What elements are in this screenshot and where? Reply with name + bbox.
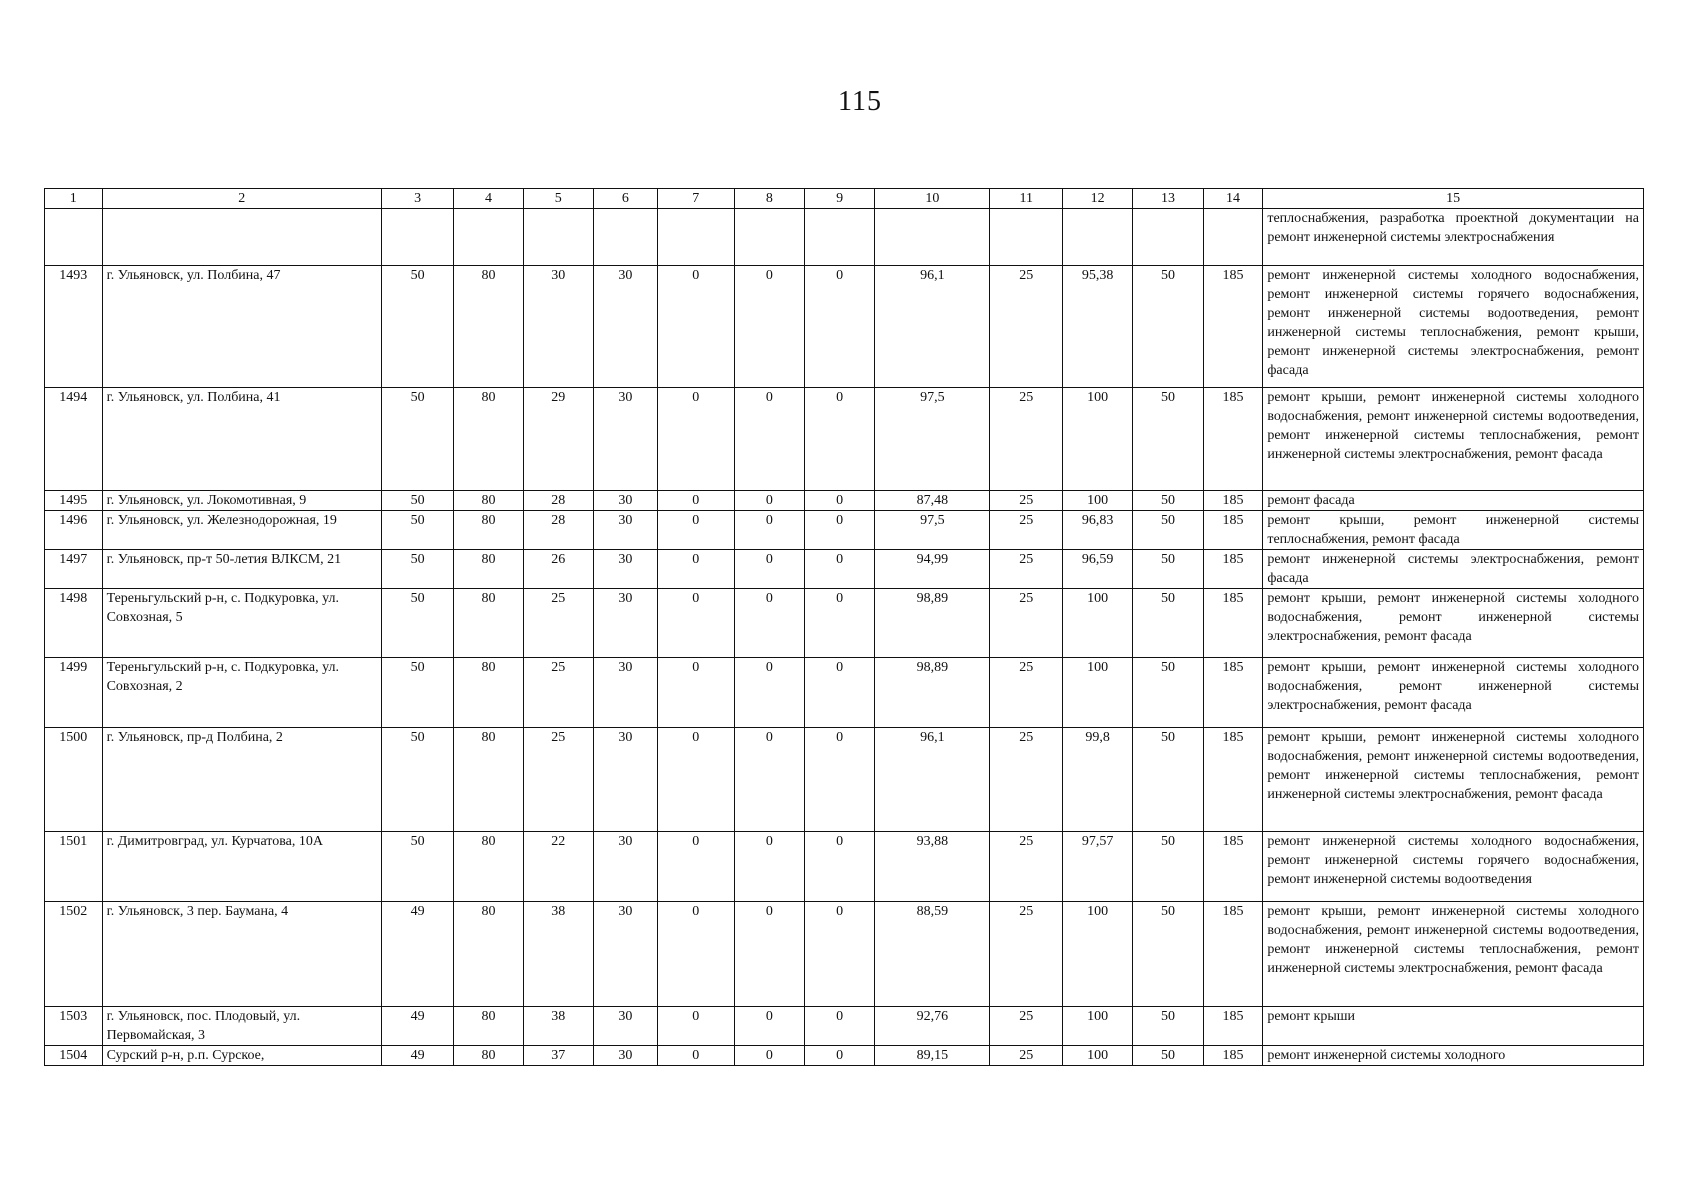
col12-cell: 99,8 (1062, 728, 1132, 832)
col10-cell: 93,88 (875, 832, 990, 902)
col9-cell: 0 (805, 832, 875, 902)
works-cell: ремонт крыши, ремонт инженерной системы холодного водоснабжения, ремонт инженерной системы водоотведения, ремонт инженерной системы теплоснабжения, ремонт инженерной системы электроснабжения, ремонт фасада (1263, 388, 1644, 491)
col10-cell: 98,89 (875, 589, 990, 658)
col13-cell: 50 (1133, 589, 1203, 658)
col5-cell: 38 (523, 902, 593, 1007)
col5-cell: 28 (523, 491, 593, 511)
col6-cell: 30 (593, 550, 657, 589)
works-cell: ремонт крыши, ремонт инженерной системы холодного водоснабжения, ремонт инженерной системы водоотведения, ремонт инженерной системы теплоснабжения, ремонт инженерной системы электроснабжения, ремонт фасада (1263, 728, 1644, 832)
column-header: 9 (805, 189, 875, 209)
col5-cell: 25 (523, 728, 593, 832)
col9-cell: 0 (805, 728, 875, 832)
col3-cell: 50 (381, 728, 453, 832)
column-header: 7 (657, 189, 734, 209)
col5-cell: 37 (523, 1046, 593, 1066)
col7-cell: 0 (657, 511, 734, 550)
col6-cell: 30 (593, 902, 657, 1007)
col5-cell (523, 209, 593, 266)
works-cell: ремонт крыши (1263, 1007, 1644, 1046)
col9-cell: 0 (805, 902, 875, 1007)
address-cell: г. Димитровград, ул. Курчатова, 10А (102, 832, 381, 902)
table-row (45, 491, 1644, 511)
address-cell: г. Ульяновск, ул. Локомотивная, 9 (102, 491, 381, 511)
row-id-cell: 1495 (45, 491, 103, 511)
works-cell: ремонт крыши, ремонт инженерной системы холодного водоснабжения, ремонт инженерной системы электроснабжения, ремонт фасада (1263, 589, 1644, 658)
col8-cell (734, 209, 804, 266)
column-header: 12 (1062, 189, 1132, 209)
header-row (45, 189, 1644, 209)
address-cell: г. Ульяновск, пос. Плодовый, ул. Первомайская, 3 (102, 1007, 381, 1046)
col5-cell: 28 (523, 511, 593, 550)
row-id-cell: 1504 (45, 1046, 103, 1066)
col12-cell (1062, 209, 1132, 266)
col5-cell: 38 (523, 1007, 593, 1046)
works-cell: ремонт крыши, ремонт инженерной системы теплоснабжения, ремонт фасада (1263, 511, 1644, 550)
row-id-cell: 1503 (45, 1007, 103, 1046)
table-row (45, 1046, 1644, 1066)
col11-cell: 25 (990, 550, 1062, 589)
col13-cell: 50 (1133, 658, 1203, 728)
row-id-cell: 1496 (45, 511, 103, 550)
table-row (45, 902, 1644, 1007)
col8-cell: 0 (734, 832, 804, 902)
table-row (45, 550, 1644, 589)
column-header: 13 (1133, 189, 1203, 209)
col6-cell: 30 (593, 658, 657, 728)
col8-cell: 0 (734, 388, 804, 491)
works-cell: ремонт фасада (1263, 491, 1644, 511)
col6-cell: 30 (593, 266, 657, 388)
col6-cell: 30 (593, 511, 657, 550)
col5-cell: 26 (523, 550, 593, 589)
col6-cell: 30 (593, 388, 657, 491)
col3-cell: 49 (381, 1007, 453, 1046)
col7-cell: 0 (657, 728, 734, 832)
col5-cell: 22 (523, 832, 593, 902)
col9-cell: 0 (805, 1007, 875, 1046)
address-cell: г. Ульяновск, пр-т 50-летия ВЛКСМ, 21 (102, 550, 381, 589)
col6-cell: 30 (593, 832, 657, 902)
row-id-cell: 1499 (45, 658, 103, 728)
col5-cell: 30 (523, 266, 593, 388)
column-header: 15 (1263, 189, 1644, 209)
col8-cell: 0 (734, 1007, 804, 1046)
row-id-cell (45, 209, 103, 266)
col9-cell: 0 (805, 1046, 875, 1066)
table-row (45, 388, 1644, 491)
col7-cell: 0 (657, 550, 734, 589)
col3-cell: 50 (381, 832, 453, 902)
column-header: 6 (593, 189, 657, 209)
col13-cell: 50 (1133, 491, 1203, 511)
col8-cell: 0 (734, 266, 804, 388)
col12-cell: 100 (1062, 388, 1132, 491)
col9-cell: 0 (805, 589, 875, 658)
col4-cell: 80 (454, 491, 523, 511)
col13-cell: 50 (1133, 1007, 1203, 1046)
col3-cell: 50 (381, 511, 453, 550)
row-id-cell: 1493 (45, 266, 103, 388)
registry-table (44, 188, 1644, 1066)
col11-cell: 25 (990, 658, 1062, 728)
col14-cell: 185 (1203, 589, 1263, 658)
col12-cell: 100 (1062, 658, 1132, 728)
col9-cell (805, 209, 875, 266)
column-header: 10 (875, 189, 990, 209)
col3-cell: 49 (381, 1046, 453, 1066)
col3-cell: 50 (381, 491, 453, 511)
col9-cell: 0 (805, 491, 875, 511)
table-row (45, 728, 1644, 832)
col6-cell: 30 (593, 1046, 657, 1066)
col11-cell: 25 (990, 1046, 1062, 1066)
col10-cell: 89,15 (875, 1046, 990, 1066)
col8-cell: 0 (734, 1046, 804, 1066)
col8-cell: 0 (734, 491, 804, 511)
col12-cell: 96,83 (1062, 511, 1132, 550)
col5-cell: 25 (523, 658, 593, 728)
address-cell: г. Ульяновск, 3 пер. Баумана, 4 (102, 902, 381, 1007)
col10-cell: 97,5 (875, 511, 990, 550)
address-cell: Тереньгульский р-н, с. Подкуровка, ул. Совхозная, 2 (102, 658, 381, 728)
col7-cell: 0 (657, 1007, 734, 1046)
address-cell: Сурский р-н, р.п. Сурское, (102, 1046, 381, 1066)
col14-cell: 185 (1203, 388, 1263, 491)
col7-cell: 0 (657, 388, 734, 491)
row-id-cell: 1494 (45, 388, 103, 491)
col11-cell: 25 (990, 266, 1062, 388)
col12-cell: 95,38 (1062, 266, 1132, 388)
col11-cell: 25 (990, 589, 1062, 658)
col9-cell: 0 (805, 550, 875, 589)
col12-cell: 100 (1062, 1007, 1132, 1046)
col13-cell: 50 (1133, 728, 1203, 832)
col7-cell (657, 209, 734, 266)
col6-cell: 30 (593, 728, 657, 832)
col13-cell: 50 (1133, 550, 1203, 589)
col4-cell: 80 (454, 589, 523, 658)
col8-cell: 0 (734, 728, 804, 832)
column-header: 8 (734, 189, 804, 209)
table-row (45, 511, 1644, 550)
row-id-cell: 1502 (45, 902, 103, 1007)
works-cell: ремонт крыши, ремонт инженерной системы холодного водоснабжения, ремонт инженерной системы электроснабжения, ремонт фасада (1263, 658, 1644, 728)
row-id-cell: 1501 (45, 832, 103, 902)
column-header: 2 (102, 189, 381, 209)
col7-cell: 0 (657, 266, 734, 388)
col10-cell: 96,1 (875, 266, 990, 388)
col9-cell: 0 (805, 658, 875, 728)
col6-cell: 30 (593, 1007, 657, 1046)
col6-cell: 30 (593, 491, 657, 511)
col5-cell: 25 (523, 589, 593, 658)
table-row (45, 658, 1644, 728)
col8-cell: 0 (734, 658, 804, 728)
col13-cell (1133, 209, 1203, 266)
col12-cell: 100 (1062, 589, 1132, 658)
col7-cell: 0 (657, 1046, 734, 1066)
col12-cell: 100 (1062, 1046, 1132, 1066)
col14-cell: 185 (1203, 266, 1263, 388)
col10-cell: 94,99 (875, 550, 990, 589)
works-cell: ремонт крыши, ремонт инженерной системы холодного водоснабжения, ремонт инженерной системы водоотведения, ремонт инженерной системы теплоснабжения, ремонт инженерной системы электроснабжения, ремонт фасада (1263, 902, 1644, 1007)
table-row (45, 589, 1644, 658)
col9-cell: 0 (805, 388, 875, 491)
col13-cell: 50 (1133, 1046, 1203, 1066)
works-cell: теплоснабжения, разработка проектной документации на ремонт инженерной системы электроснабжения (1263, 209, 1644, 266)
col4-cell: 80 (454, 902, 523, 1007)
column-header: 14 (1203, 189, 1263, 209)
col11-cell: 25 (990, 902, 1062, 1007)
col12-cell: 100 (1062, 902, 1132, 1007)
col9-cell: 0 (805, 266, 875, 388)
col6-cell: 30 (593, 589, 657, 658)
col10-cell: 92,76 (875, 1007, 990, 1046)
works-cell: ремонт инженерной системы электроснабжения, ремонт фасада (1263, 550, 1644, 589)
col3-cell: 50 (381, 658, 453, 728)
col4-cell: 80 (454, 1007, 523, 1046)
col3-cell: 50 (381, 388, 453, 491)
col4-cell: 80 (454, 1046, 523, 1066)
col10-cell: 88,59 (875, 902, 990, 1007)
col4-cell: 80 (454, 511, 523, 550)
col11-cell: 25 (990, 832, 1062, 902)
address-cell: г. Ульяновск, ул. Полбина, 47 (102, 266, 381, 388)
col4-cell: 80 (454, 550, 523, 589)
col8-cell: 0 (734, 589, 804, 658)
col7-cell: 0 (657, 658, 734, 728)
col10-cell (875, 209, 990, 266)
col14-cell: 185 (1203, 728, 1263, 832)
col3-cell: 50 (381, 266, 453, 388)
row-id-cell: 1498 (45, 589, 103, 658)
col8-cell: 0 (734, 902, 804, 1007)
col3-cell (381, 209, 453, 266)
row-id-cell: 1500 (45, 728, 103, 832)
col4-cell: 80 (454, 266, 523, 388)
address-cell: г. Ульяновск, ул. Полбина, 41 (102, 388, 381, 491)
col14-cell: 185 (1203, 491, 1263, 511)
col12-cell: 96,59 (1062, 550, 1132, 589)
col13-cell: 50 (1133, 832, 1203, 902)
col14-cell: 185 (1203, 511, 1263, 550)
col11-cell: 25 (990, 728, 1062, 832)
col6-cell (593, 209, 657, 266)
address-cell: г. Ульяновск, ул. Железнодорожная, 19 (102, 511, 381, 550)
column-header: 5 (523, 189, 593, 209)
col7-cell: 0 (657, 491, 734, 511)
col13-cell: 50 (1133, 266, 1203, 388)
col7-cell: 0 (657, 832, 734, 902)
column-header: 3 (381, 189, 453, 209)
page-number: 115 (838, 86, 882, 117)
table-row (45, 1007, 1644, 1046)
col8-cell: 0 (734, 511, 804, 550)
col14-cell (1203, 209, 1263, 266)
col4-cell (454, 209, 523, 266)
table-row (45, 832, 1644, 902)
col10-cell: 98,89 (875, 658, 990, 728)
table-row (45, 209, 1644, 266)
works-cell: ремонт инженерной системы холодного водоснабжения, ремонт инженерной системы горячего водоснабжения, ремонт инженерной системы водоотведения, ремонт инженерной системы теплоснабжения, ремонт крыши, ремонт инженерной системы электроснабжения, ремонт фасада (1263, 266, 1644, 388)
col13-cell: 50 (1133, 902, 1203, 1007)
col5-cell: 29 (523, 388, 593, 491)
address-cell (102, 209, 381, 266)
col3-cell: 50 (381, 550, 453, 589)
col10-cell: 97,5 (875, 388, 990, 491)
table-row (45, 266, 1644, 388)
col7-cell: 0 (657, 902, 734, 1007)
col4-cell: 80 (454, 728, 523, 832)
col4-cell: 80 (454, 832, 523, 902)
col7-cell: 0 (657, 589, 734, 658)
row-id-cell: 1497 (45, 550, 103, 589)
works-cell: ремонт инженерной системы холодного (1263, 1046, 1644, 1066)
col11-cell: 25 (990, 388, 1062, 491)
col14-cell: 185 (1203, 902, 1263, 1007)
address-cell: Тереньгульский р-н, с. Подкуровка, ул. Совхозная, 5 (102, 589, 381, 658)
col13-cell: 50 (1133, 511, 1203, 550)
works-cell: ремонт инженерной системы холодного водоснабжения, ремонт инженерной системы горячего водоснабжения, ремонт инженерной системы водоотведения (1263, 832, 1644, 902)
column-header: 1 (45, 189, 103, 209)
col10-cell: 96,1 (875, 728, 990, 832)
address-cell: г. Ульяновск, пр-д Полбина, 2 (102, 728, 381, 832)
col4-cell: 80 (454, 388, 523, 491)
col14-cell: 185 (1203, 550, 1263, 589)
col12-cell: 100 (1062, 491, 1132, 511)
col9-cell: 0 (805, 511, 875, 550)
col3-cell: 50 (381, 589, 453, 658)
col11-cell (990, 209, 1062, 266)
col12-cell: 97,57 (1062, 832, 1132, 902)
col14-cell: 185 (1203, 832, 1263, 902)
col11-cell: 25 (990, 511, 1062, 550)
column-header: 11 (990, 189, 1062, 209)
col14-cell: 185 (1203, 658, 1263, 728)
col13-cell: 50 (1133, 388, 1203, 491)
col8-cell: 0 (734, 550, 804, 589)
column-header: 4 (454, 189, 523, 209)
col11-cell: 25 (990, 1007, 1062, 1046)
col11-cell: 25 (990, 491, 1062, 511)
col4-cell: 80 (454, 658, 523, 728)
col14-cell: 185 (1203, 1007, 1263, 1046)
col3-cell: 49 (381, 902, 453, 1007)
col14-cell: 185 (1203, 1046, 1263, 1066)
col10-cell: 87,48 (875, 491, 990, 511)
